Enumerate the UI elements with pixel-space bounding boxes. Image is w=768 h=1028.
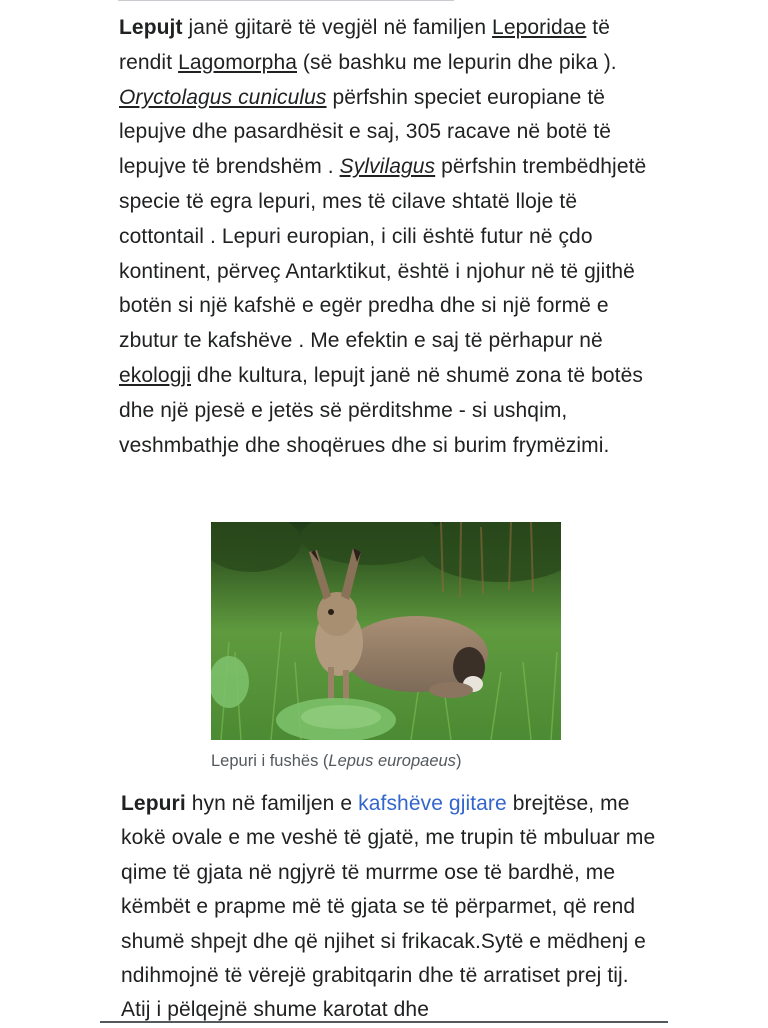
text-run: dhe kultura, lepujt janë në shumë zona të botës dhe një pjesë e jetës së përditshme - si ushqim, veshmbathje dhe shoqërues dhe si burim frymëzimi.: [119, 363, 643, 457]
text-run: përfshin trembëdhjetë specie të egra lepuri, mes të cilave shtatë lloje të cottontail . Lepuri europian, i cili është futur në çdo kontinent, përveç Antarktikut, është i njohur në të gjithë botën si një kafshë e egër predha dhe si një formë e zbutur te kafshëve . Me efektin e saj të përhapur në: [119, 155, 647, 353]
text-run: përfshin speciet europiane të lepujve dhe pasardhësit e saj, 305 racave në botë të lepujve të brendshëm .: [119, 85, 612, 179]
text-run: hyn në familjen e: [185, 792, 359, 815]
hare-photo[interactable]: [211, 522, 561, 740]
caption-text-end: ): [455, 752, 462, 770]
hare-illustration: [211, 522, 561, 740]
bold-term-lepujt: Lepujt: [119, 16, 183, 39]
link-lagomorpha[interactable]: Lagomorpha: [178, 50, 297, 74]
bottom-divider: [100, 1021, 668, 1023]
link-leporidae[interactable]: Leporidae: [492, 16, 587, 39]
link-kafsheve-gjitare[interactable]: kafshëve gjitare: [358, 792, 507, 815]
text-run: të rendit: [119, 16, 611, 74]
link-ekologji[interactable]: ekologji: [119, 363, 192, 387]
text-run: brejtëse, me kokë ovale e me veshë të gjatë, me trupin të mbuluar me qime të gjata në ngjyrë të murrme ose të bardhë, me këmbët e prapme më të gjata se të përparmet, që rend shumë shpejt dhe që njihet si frikacak.Sytë e mëdhenj e ndihmojnë të vërejë grabitqarin dhe të arratiset prej tij. Atij i pëlqejnë shume karotat dhe: [121, 792, 656, 1022]
text-run: janë gjitarë të vegjël në familjen: [182, 16, 493, 39]
caption-species-name: Lepus europaeus: [328, 752, 456, 770]
top-divider: [118, 0, 454, 1]
link-sylvilagus[interactable]: Sylvilagus: [339, 155, 436, 179]
bold-term-lepuri: Lepuri: [121, 792, 186, 815]
second-paragraph: [121, 787, 661, 1028]
figure-caption: [211, 750, 461, 772]
intro-paragraph: [119, 11, 659, 463]
text-run: (së bashku me lepurin dhe pika ).: [297, 50, 617, 74]
caption-text: Lepuri i fushës (: [211, 752, 329, 770]
link-oryctolagus-cuniculus[interactable]: Oryctolagus cuniculus: [119, 85, 327, 109]
